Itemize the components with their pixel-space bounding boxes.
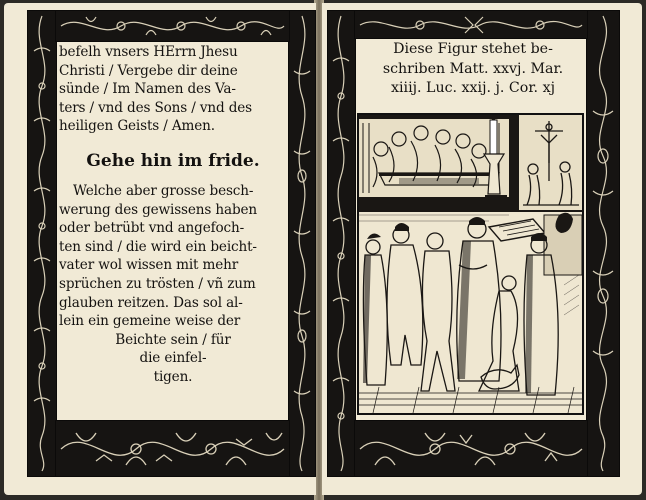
woodcut-scene (359, 115, 582, 413)
left-page-top-ornament-border (55, 10, 290, 42)
right-page-right-ornament-border (586, 10, 620, 477)
text-line: sünde / Im Namen des Va- (59, 81, 236, 98)
text-line: die einfel- (139, 350, 207, 367)
text-line: Welche aber grosse besch- (73, 182, 254, 199)
text-line: ters / vnd des Sons / vnd des (59, 99, 252, 116)
left-page-right-ornament-border (288, 10, 316, 477)
text-line: werung des gewissens haben (59, 201, 257, 218)
text-line: lein ein gemeine weise der (59, 313, 241, 330)
left-page-left-ornament-border (27, 10, 57, 477)
left-page-bottom-ornament-border (55, 420, 290, 477)
woodcut-illustration (357, 113, 584, 415)
text-line: befelh vnsers HErrn Jhesu (59, 44, 238, 60)
right-page-bottom-ornament-border (354, 420, 588, 477)
left-page-text (59, 43, 287, 387)
figure-title (362, 40, 584, 99)
text-line: Christi / Vergebe dir deine (59, 62, 238, 79)
text-line: glauben reitzen. Das sol al- (59, 294, 243, 311)
title-line: schriben Matt. xxvj. Mar. (382, 60, 564, 77)
paragraph-absolution-end (59, 43, 287, 136)
title-line: Diese Figur stehet be- (393, 41, 553, 57)
text-line: heiligen Geists / Amen. (59, 118, 215, 135)
text-line: oder betrübt vnd angefoch- (59, 220, 245, 237)
right-page-top-ornament-border (354, 10, 588, 39)
text-line: ten sind / die wird ein beicht- (59, 238, 257, 255)
text-line: tigen. (153, 368, 193, 385)
text-line: sprüchen zu trösten / vñ zum (59, 275, 256, 292)
title-line: xiiij. Luc. xxij. j. Cor. xj (391, 80, 555, 96)
right-page-left-ornament-border (327, 10, 356, 477)
text-line: vater wol wissen mit mehr (59, 257, 239, 274)
paragraph-confessor (59, 182, 287, 387)
section-heading: Gehe hin im fride. (86, 150, 260, 171)
text-line: Beichte sein / für (115, 331, 231, 348)
